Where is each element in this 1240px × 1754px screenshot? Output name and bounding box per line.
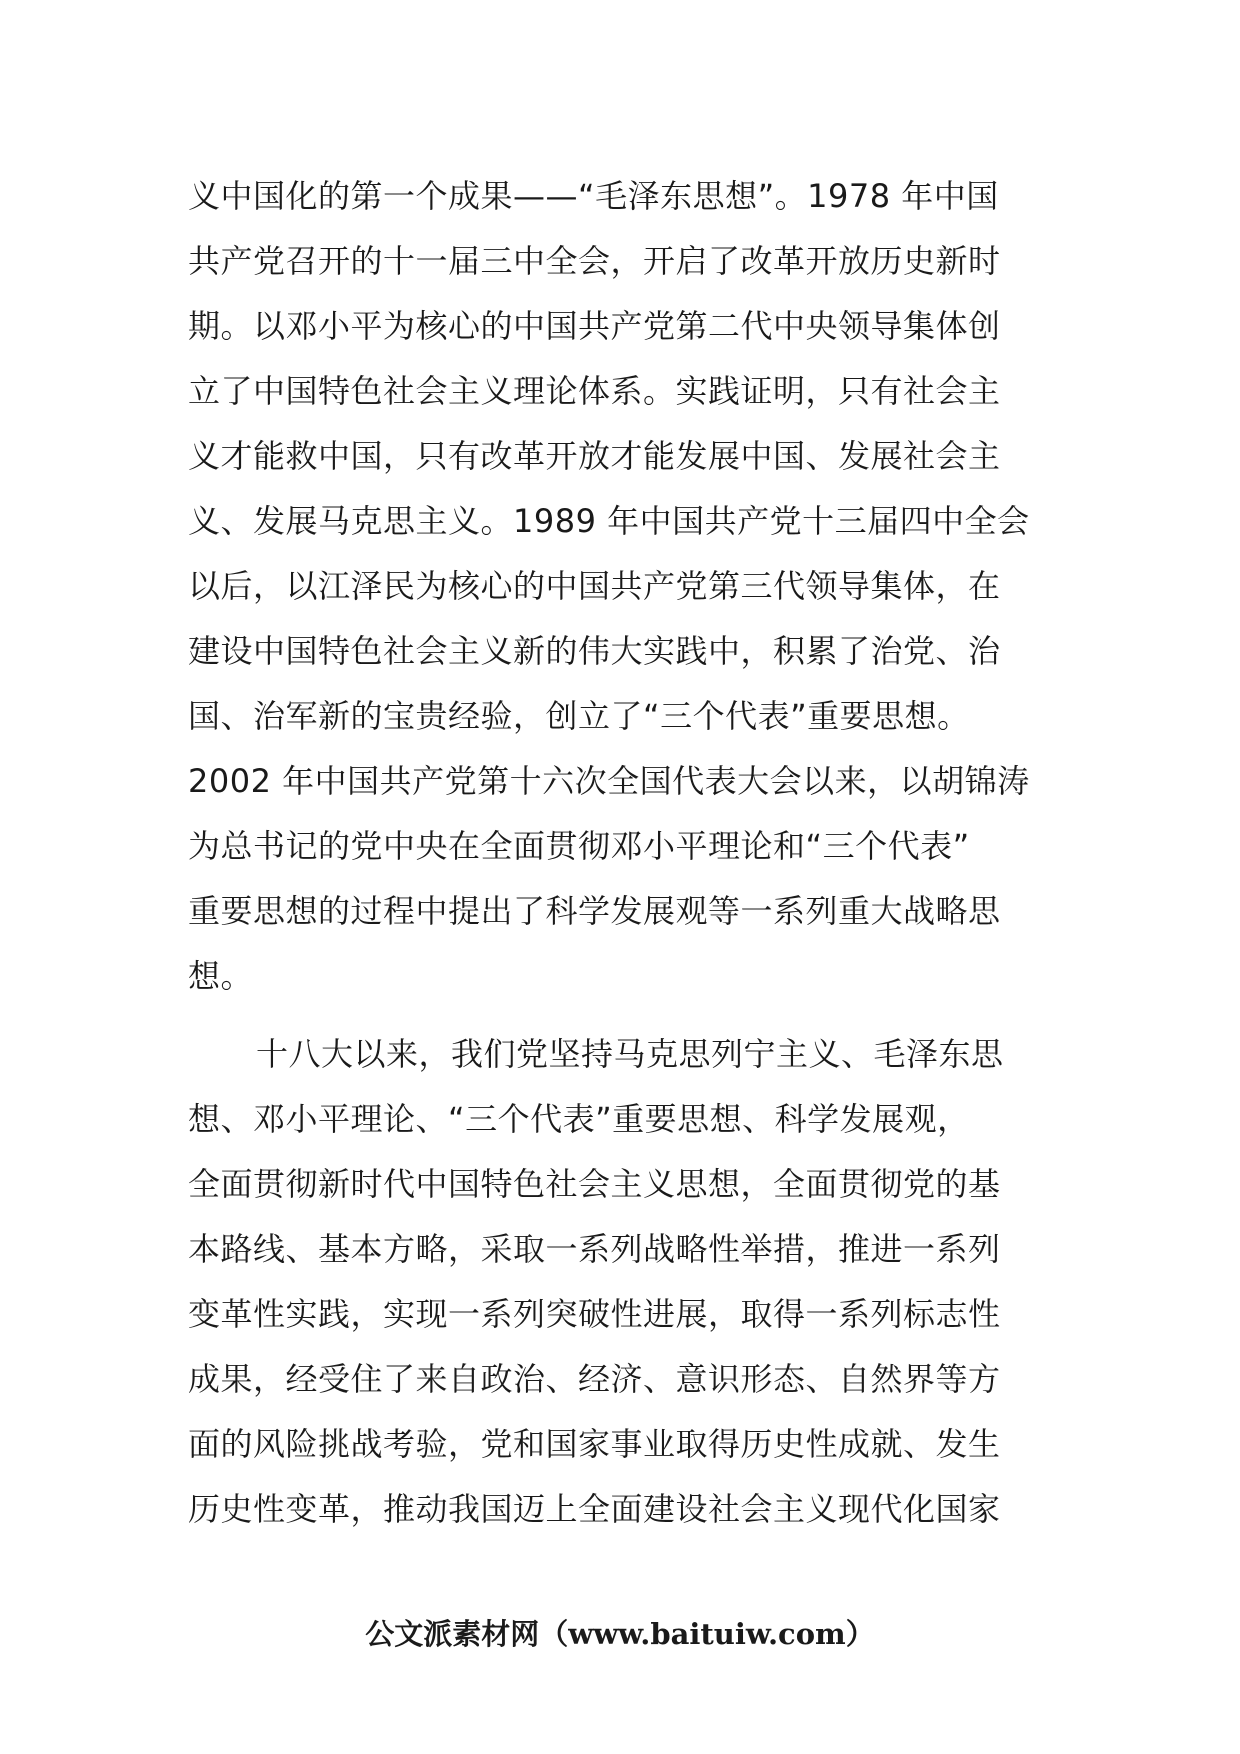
- document-body: [188, 164, 1058, 1542]
- text-line: 历史性变革，推动我国迈上全面建设社会主义现代化国家: [188, 1490, 1001, 1528]
- text-line: 国、治军新的宝贵经验，创立了“三个代表”重要思想。: [188, 697, 970, 735]
- text-line: 变革性实践，实现一系列突破性进展，取得一系列标志性: [188, 1295, 1001, 1333]
- text-line: 想。: [188, 957, 254, 995]
- paragraph-1: [188, 164, 1058, 1009]
- text-line: 全面贯彻新时代中国特色社会主义思想，全面贯彻党的基: [188, 1165, 1001, 1203]
- text-line: 义才能救中国，只有改革开放才能发展中国、发展社会主: [188, 437, 1001, 475]
- text-line: 义、发展马克思主义。1989 年中国共产党十三届四中全会: [188, 502, 1030, 540]
- text-line: 以后，以江泽民为核心的中国共产党第三代领导集体，在: [188, 567, 1001, 605]
- text-line: 成果，经受住了来自政治、经济、意识形态、自然界等方: [188, 1360, 1001, 1398]
- text-line: 十八大以来，我们党坚持马克思列宁主义、毛泽东思: [256, 1035, 1004, 1073]
- text-line: 想、邓小平理论、“三个代表”重要思想、科学发展观，: [188, 1100, 970, 1138]
- text-line: 建设中国特色社会主义新的伟大实践中，积累了治党、治: [188, 632, 1001, 670]
- footer-source: 公文派素材网（www.baituiw.com）: [365, 1617, 875, 1651]
- text-line: 为总书记的党中央在全面贯彻邓小平理论和“三个代表”: [188, 827, 970, 865]
- text-line: 立了中国特色社会主义理论体系。实践证明，只有社会主: [188, 372, 1001, 410]
- text-line: 重要思想的过程中提出了科学发展观等一系列重大战略思: [188, 892, 1001, 930]
- text-line: 面的风险挑战考验，党和国家事业取得历史性成就、发生: [188, 1425, 1001, 1463]
- paragraph-2: [188, 1022, 1058, 1542]
- text-line: 义中国化的第一个成果——“毛泽东思想”。1978 年中国: [188, 177, 999, 215]
- text-line: 本路线、基本方略，采取一系列战略性举措，推进一系列: [188, 1230, 1001, 1268]
- text-line: 共产党召开的十一届三中全会，开启了改革开放历史新时: [188, 242, 1001, 280]
- text-line: 期。以邓小平为核心的中国共产党第二代中央领导集体创: [188, 307, 1001, 345]
- text-line: 2002 年中国共产党第十六次全国代表大会以来，以胡锦涛: [188, 762, 1030, 800]
